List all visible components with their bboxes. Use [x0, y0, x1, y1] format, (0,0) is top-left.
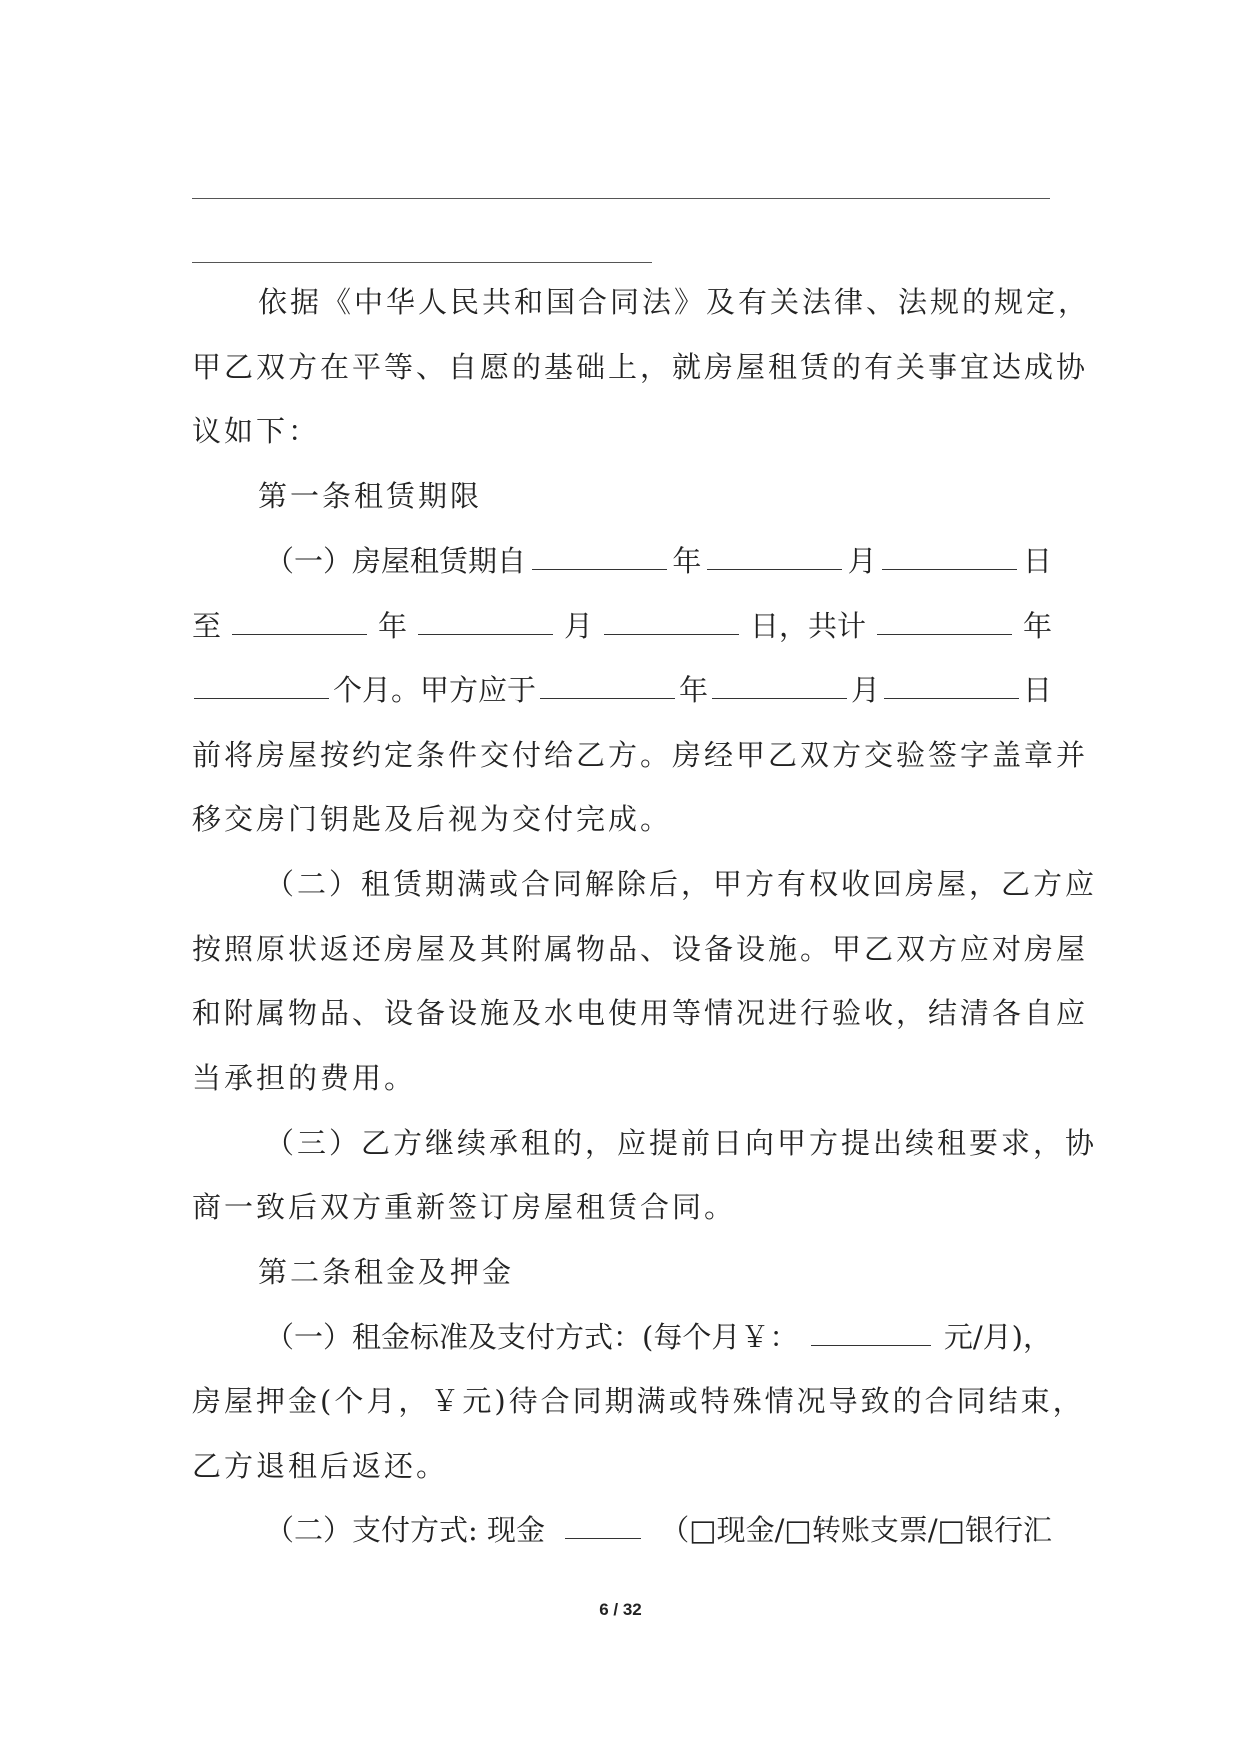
page-number: 6 / 32	[599, 1600, 642, 1619]
monthly-rent-blank	[811, 1317, 931, 1346]
delivery-day-blank	[884, 670, 1019, 699]
total-months-blank	[194, 670, 329, 699]
year-label: 年	[672, 544, 702, 578]
month-label: 月	[847, 544, 877, 578]
article-1-clause-1-line-1	[265, 541, 1052, 581]
day-label: 日	[1022, 544, 1052, 578]
month-label: 月	[563, 609, 593, 643]
article-2-clause-1-line-3: 乙方退租后返还。	[192, 1449, 449, 1483]
article-1-clause-3-line-1: （三）乙方继续承租的，应提前日向甲方提出续租要求，协	[265, 1126, 1098, 1160]
article-1-title: 第一条租赁期限	[258, 479, 483, 513]
article-2-clause-2-line-1	[265, 1510, 1052, 1550]
intro-line-3: 议如下：	[192, 414, 321, 448]
year-label: 年	[377, 609, 407, 643]
rent-prefix: （一）租金标准及支付方式：(每个月￥：	[265, 1320, 799, 1354]
article-1-clause-1-line-5: 移交房门钥匙及后视为交付完成。	[192, 802, 673, 836]
payment-options: （□现金/□转账支票/□银行汇	[660, 1513, 1052, 1547]
end-day-blank	[604, 606, 739, 635]
article-1-clause-3-line-2: 商一致后双方重新签订房屋租赁合同。	[192, 1190, 737, 1224]
article-1-clause-2-line-2: 按照原状返还房屋及其附属物品、设备设施。甲乙双方应对房屋	[192, 932, 1089, 966]
months-label: 个月。甲方应于	[332, 673, 536, 707]
article-1-clause-1-line-4: 前将房屋按约定条件交付给乙方。房经甲乙双方交验签字盖章并	[192, 738, 1089, 772]
signature-line-short	[192, 262, 652, 263]
end-year-blank	[232, 606, 367, 635]
signature-line-long	[192, 198, 1050, 199]
intro-line-1: 依据《中华人民共和国合同法》及有关法律、法规的规定，	[258, 285, 1091, 319]
article-2-title: 第二条租金及押金	[258, 1255, 515, 1289]
start-month-blank	[707, 541, 842, 570]
rent-suffix: 元/月)，	[943, 1320, 1052, 1354]
month-label: 月	[850, 673, 880, 707]
year-label: 年	[1022, 609, 1052, 643]
total-years-blank	[877, 606, 1012, 635]
day-total-label: 日，共计	[749, 609, 866, 643]
article-2-clause-1-line-1	[265, 1317, 1052, 1357]
article-1-clause-2-line-1: （二）租赁期满或合同解除后，甲方有权收回房屋，乙方应	[265, 867, 1098, 901]
start-day-blank	[882, 541, 1017, 570]
end-month-blank	[418, 606, 553, 635]
year-label: 年	[678, 673, 708, 707]
clause-prefix: （一）房屋租赁期自	[265, 544, 527, 578]
payment-method-blank	[565, 1510, 641, 1539]
article-2-clause-1-line-2: 房屋押金(个月，￥元)待合同期满或特殊情况导致的合同结束，	[192, 1384, 1085, 1418]
article-1-clause-2-line-3: 和附属物品、设备设施及水电使用等情况进行验收，结清各自应	[192, 996, 1089, 1030]
article-1-clause-1-line-3	[192, 670, 1052, 710]
article-1-clause-1-line-2	[192, 606, 1052, 646]
delivery-month-blank	[712, 670, 847, 699]
day-label: 日	[1022, 673, 1052, 707]
to-label: 至	[192, 609, 222, 643]
article-1-clause-2-line-4: 当承担的费用。	[192, 1061, 417, 1095]
intro-line-2: 甲乙双方在平等、自愿的基础上，就房屋租赁的有关事宜达成协	[192, 350, 1089, 384]
payment-prefix: （二）支付方式: 现金	[265, 1513, 545, 1547]
start-year-blank	[532, 541, 667, 570]
delivery-year-blank	[540, 670, 675, 699]
